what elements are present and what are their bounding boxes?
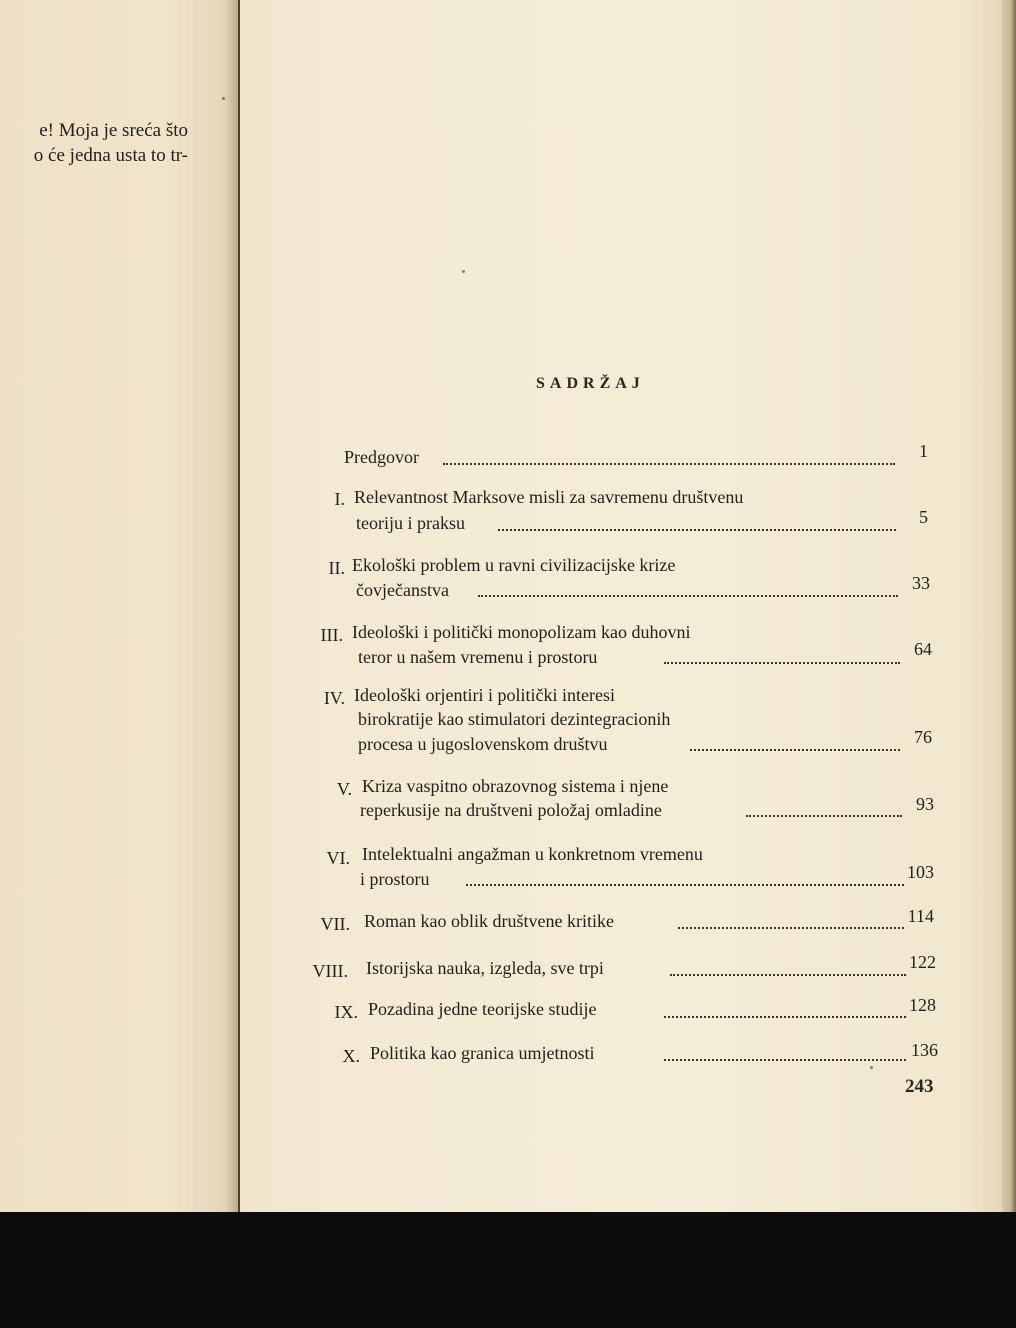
toc-chapter-number: VI. [326,848,350,868]
leader-dots [664,1059,906,1061]
toc-title: SADRŽAJ [536,375,645,392]
leader-dots [466,884,904,886]
toc-entry-title: Pozadina jedne teorijske studije [368,999,597,1019]
toc-entry-title: Politika kao granica umjetnosti [370,1043,595,1063]
paper-speck [462,270,465,273]
leader-dots [690,749,900,751]
scanner-background [0,1212,1016,1328]
toc-entry-title: Kriza vaspitno obrazovnog sistema i njene [362,776,669,796]
toc-entry-title: Roman kao oblik društvene kritike [364,911,614,931]
toc-entry-title: Ideološki i politički monopolizam kao duhovni [352,622,691,642]
toc-chapter-number: V. [336,779,352,799]
right-page [240,0,1002,1212]
toc-entry-title: Intelektualni angažman u konkretnom vremenu [362,844,703,864]
toc-chapter-number: VIII. [312,961,348,981]
toc-page-number: 122 [909,952,936,972]
toc-chapter-number: IX. [334,1002,358,1022]
toc-page-number: 5 [919,507,928,527]
toc-page-number: 136 [911,1040,938,1060]
toc-entry-title: Relevantnost Marksove misli za savremenu društvenu [354,487,744,507]
toc-chapter-number: II. [328,558,345,578]
toc-chapter-number: I. [334,489,345,509]
left-page [0,0,238,1230]
leader-dots [664,1016,906,1018]
toc-page-number: 1 [919,441,928,461]
toc-page-number: 64 [914,639,932,659]
toc-entry-title: Ideološki orjentiri i politički interesi [354,685,615,705]
page-edge [1002,0,1016,1212]
toc-entry-title: procesa u jugoslovenskom društvu [358,734,608,754]
leader-dots [678,927,904,929]
toc-entry-title: Predgovor [344,447,419,467]
leader-dots [670,974,906,976]
toc-chapter-number: III. [320,625,343,645]
toc-page-number: 114 [907,906,934,926]
left-page-line: o će jedna usta to tr- [33,145,188,166]
left-page-line: e! Moja je sreća što [39,120,188,141]
page-number: 243 [905,1076,934,1097]
toc-entry-title: teror u našem vremenu i prostoru [358,647,598,667]
toc-page-number: 128 [909,995,936,1015]
toc-page-number: 33 [912,573,930,593]
toc-entry-title: reperkusije na društveni položaj omladine [360,800,662,820]
toc-entry-title: Ekološki problem u ravni civilizacijske krize [352,555,676,575]
leader-dots [746,815,902,817]
leader-dots [664,662,900,664]
paper-speck [222,97,225,100]
toc-entry-title: Istorijska nauka, izgleda, sve trpi [366,958,604,978]
toc-chapter-number: VII. [320,914,350,934]
toc-chapter-number: X. [342,1046,360,1066]
toc-entry-title: teoriju i praksu [356,513,465,533]
toc-entry-title: i prostoru [360,869,430,889]
toc-page-number: 103 [907,862,934,882]
toc-page-number: 93 [916,794,934,814]
leader-dots [478,595,898,597]
leader-dots [443,463,895,465]
left-page-text [0,118,232,168]
toc-chapter-number: IV. [323,688,345,708]
toc-entry-title: čovječanstva [356,580,449,600]
leader-dots [498,529,896,531]
paper-speck [870,1066,873,1069]
toc-entry-title: birokratije kao stimulatori dezintegracionih [358,709,671,729]
toc-page-number: 76 [914,727,932,747]
